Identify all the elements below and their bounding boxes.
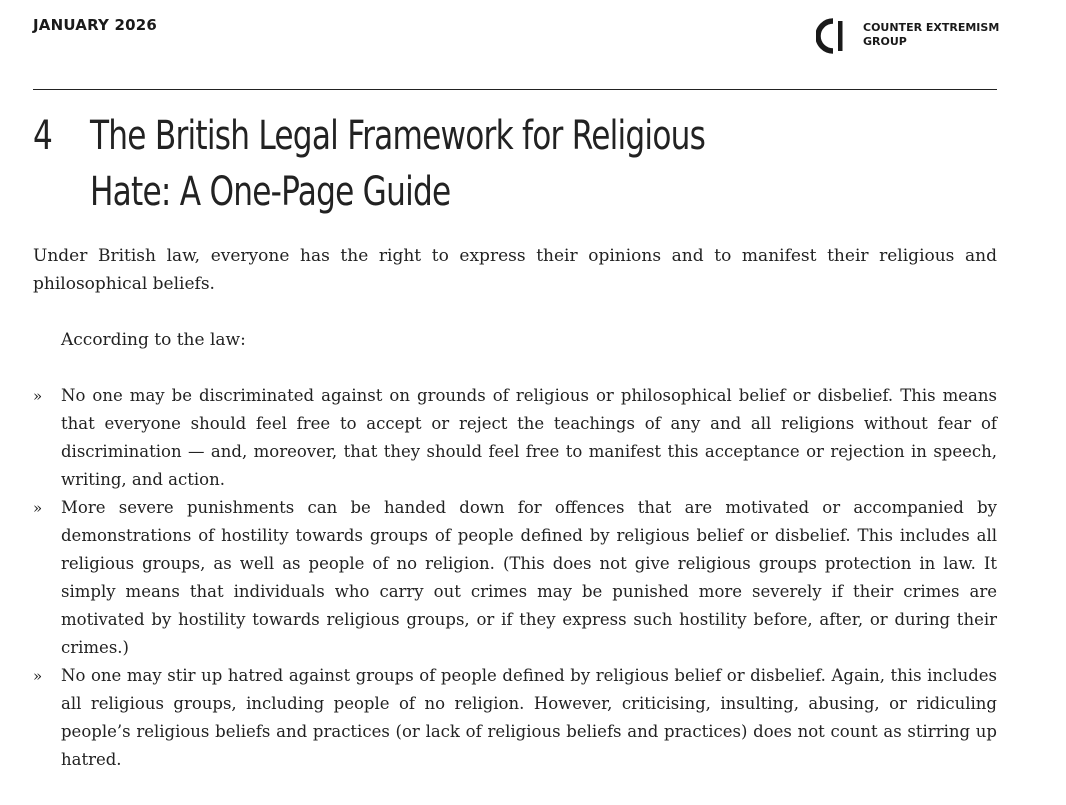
bullet-list: [33, 382, 997, 774]
list-item-text: No one may be discriminated against on grounds of religious or philosophical belief or disbelief. This means that everyone should feel free to accept or reject the teachings of any and all religions without fear of discrimination — and, moreover, that they should feel free to manifest this acceptance or rejection in speech, writing, and action.: [61, 386, 997, 489]
bullet-marker: »: [33, 387, 43, 405]
list-item-text: No one may stir up hatred against groups of people defined by religious belief or disbelief. Again, this includes all religious groups, including people of no religion. However, criticising, insulting, abusing, or ridiculing people’s religious beliefs and practices (or lack of religious beliefs and practices) does not count as stirring up hatred.: [61, 666, 997, 769]
logo-text: [863, 21, 999, 49]
counter-extremism-group-logo: [816, 16, 1006, 56]
lead-paragraph: According to the law:: [61, 330, 246, 350]
list-item: [33, 662, 997, 774]
logo-line-2: GROUP: [863, 35, 907, 48]
header-divider: [33, 89, 997, 90]
bullet-marker: »: [33, 667, 43, 685]
section-number: 4: [33, 113, 53, 159]
section-title: [90, 108, 792, 220]
header-date: JANUARY 2026: [33, 16, 158, 34]
list-item: [33, 382, 997, 494]
list-item-text: More severe punishments can be handed down for offences that are motivated or accompanied by demonstrations of hostility towards groups of people defined by religious belief or disbelief. This includes all religious groups, as well as people of no religion. (This does not give religious groups protection in law. It simply means that individuals who carry out crimes may be punished more severely if their crimes are motivated by hostility towards religious groups, or if they express such hostility before, after, or during their crimes.): [61, 498, 997, 657]
ci-logo-mark-icon: [816, 16, 856, 56]
section-title-line-1: The British Legal Framework for Religious: [90, 113, 706, 159]
logo-line-1: COUNTER EXTREMISM: [863, 21, 1000, 34]
section-title-line-2: Hate: A One-Page Guide: [90, 169, 451, 215]
bullet-marker: »: [33, 499, 43, 517]
intro-paragraph: Under British law, everyone has the right to express their opinions and to manifest their religious and philosophical beliefs.: [33, 246, 997, 294]
list-item: [33, 494, 997, 662]
